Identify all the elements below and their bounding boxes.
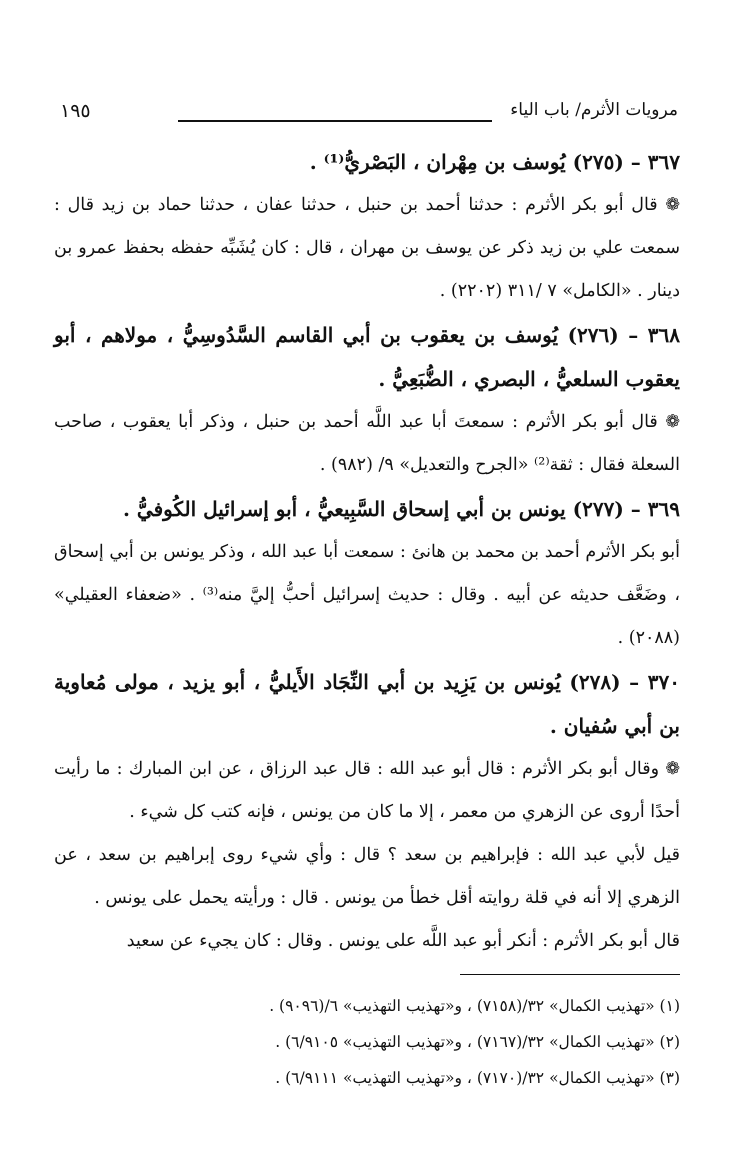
entry-heading: ٣٧٠ – (٢٧٨) يُونس بن يَزِيد بن أبي النِّجَاد الأَيليُّ ، أبو يزيد ، مولى مُعاوية بن أبي سُفيان . [54, 670, 680, 738]
running-title: مرويات الأثرم/ باب الياء [510, 100, 678, 120]
entry-paragraph: قيل لأبي عبد الله : فإبراهيم بن سعد ؟ قال : وأي شيء روى إبراهيم بن سعد ، عن الزهري إلا أنه في قلة روايته أقل خطأ من يونس . قال : ورأيته يحمل على يونس . [54, 845, 680, 908]
entry-paragraph: أبو بكر الأثرم أحمد بن محمد بن هانئ : سمعت أبا عبد الله ، وذكر يونس بن أبي إسحاق ، وضَعَّف حديثه عن أبيه . وقال : حديث إسرائيل أحبُّ إليَّ منه⁽³⁾ . «ضعفاء العقيلي» (٢٠٨٨) . [54, 542, 680, 648]
page-number: ١٩٥ [60, 100, 91, 122]
entry-paragraph: ❁ قال أبو بكر الأثرم : حدثنا أحمد بن حنبل ، حدثنا عفان ، حدثنا حماد بن زيد قال : سمعت علي بن زيد ذكر عن يوسف بن مهران ، قال : كان يُشَبِّه حفظه بحفظ عمرو بن دينار . «الكامل» ٧ /٣١١ (٢٢٠٢) . [54, 195, 680, 301]
entry-paragraph: ❁ وقال أبو بكر الأثرم : قال أبو عبد الله : قال عبد الرزاق ، عن ابن المبارك : ما رأيت أحدًا أروى عن الزهري من معمر ، إلا ما كان من يونس ، فإنه كتب كل شيء . [54, 759, 680, 822]
footnote-2: (٢) «تهذيب الكمال» ٣٢/(٧١٦٧) ، و«تهذيب التهذيب» ٦/٩١٠٥) . [275, 1033, 680, 1051]
footnote-separator [460, 974, 680, 975]
entry-368 [54, 313, 680, 487]
entry-heading: ٣٦٩ – (٢٧٧) يونس بن أبي إسحاق السَّبِيعيُّ ، أبو إسرائيل الكُوفيُّ . [123, 497, 680, 521]
footnote-1: (١) «تهذيب الكمال» ٣٢/(٧١٥٨) ، و«تهذيب التهذيب» ٦/(٩٠٩٦) . [269, 997, 680, 1015]
entry-paragraph: قال أبو بكر الأثرم : أنكر أبو عبد اللَّه على يونس . وقال : كان يجيء عن سعيد [126, 931, 680, 951]
entry-367 [54, 140, 680, 313]
footnotes [54, 988, 680, 1096]
page-body [54, 140, 680, 963]
entry-370 [54, 660, 680, 963]
entry-heading: ٣٦٨ – (٢٧٦) يُوسف بن يعقوب بن أبي القاسم السَّدُوسِيُّ ، مولاهم ، أبو يعقوب السلعيُّ ، البصري ، الضُّبَعِيُّ . [54, 323, 680, 391]
page-header [58, 100, 678, 130]
entry-paragraph: ❁ قال أبو بكر الأثرم : سمعتَ أبا عبد اللَّه أحمد بن حنبل ، وذكر أبا يعقوب ، صاحب السعلة فقال : ثقة⁽²⁾ «الجرح والتعديل» ٩/ (٩٨٢) . [54, 412, 680, 475]
header-rule [178, 120, 492, 122]
entry-369 [54, 487, 680, 660]
entry-heading: ٣٦٧ – (٢٧٥) يُوسف بن مِهْران ، البَصْريُّ⁽¹⁾ . [309, 150, 680, 174]
footnote-3: (٣) «تهذيب الكمال» ٣٢/(٧١٧٠) ، و«تهذيب التهذيب» ٦/٩١١١) . [275, 1069, 680, 1087]
